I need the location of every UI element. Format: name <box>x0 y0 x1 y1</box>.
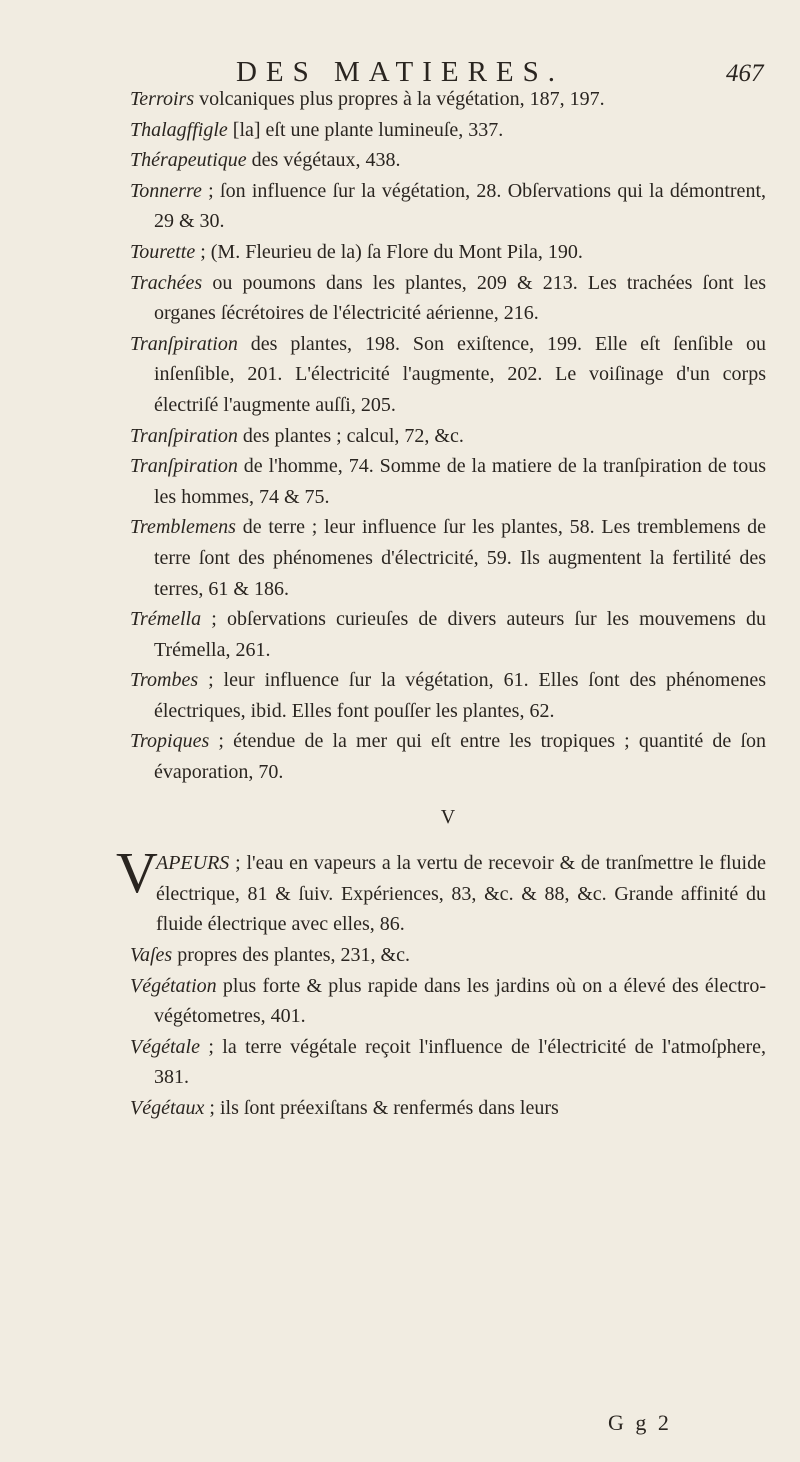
entry-text: des végétaux, 438. <box>246 149 401 172</box>
entry-term: Vaſes <box>130 944 173 967</box>
entry-text: ; ils ſont préexiſtans & renfermés dans leurs <box>204 1097 559 1119</box>
entry-text: ; ſon influence ſur la végétation, 28. Obſervations qui la démontrent, 29 & 30. <box>154 179 766 233</box>
entry-term: Tropiques <box>130 730 210 753</box>
entry-term: Tranſpiration <box>130 332 238 355</box>
entry-text: ; la terre végétale reçoit l'influence de l'électricité de l'atmoſphere, 381. <box>154 1035 766 1089</box>
entry-term: Végétale <box>130 1035 200 1058</box>
index-entry <box>130 1032 766 1093</box>
index-entry <box>130 604 766 665</box>
entry-term: Tremblemens <box>130 516 236 539</box>
index-entry <box>130 665 766 726</box>
index-entry <box>130 512 766 604</box>
signature-mark: G g 2 <box>608 1410 672 1435</box>
index-entry <box>130 115 766 146</box>
entry-term: Trachées <box>130 271 203 294</box>
entry-text: ; l'eau en vapeurs a la vertu de recevoir & de tranſmettre le fluide électrique, 81 & ſuiv. Expériences, 83, &c. & 88, &c. Grande affinité du fluide électrique avec elles, 86. <box>156 852 766 936</box>
entry-term: Trémella <box>130 608 202 631</box>
entry-text: ; obſervations curieuſes de divers auteurs ſur les mouvemens du Trémella, 261. <box>154 608 766 661</box>
entry-term: Tranſpiration <box>130 424 238 447</box>
entry-text: de terre ; leur influence ſur les plantes, 58. Les tremblemens de terre ſont des phénomenes d'électricité, 59. Ils augmentent la fertilité des terres, 61 & 186. <box>154 516 766 600</box>
entry-term: Tourette <box>130 240 196 263</box>
entries-t <box>130 84 766 788</box>
index-entry <box>130 971 766 1032</box>
section-letter: V <box>440 805 456 828</box>
index-entry <box>130 237 766 268</box>
index-entry <box>130 726 766 787</box>
entry-text: ou poumons dans les plantes, 209 & 213. Les trachées ſont les organes ſécrétoires de l'électricité aérienne, 216. <box>154 271 766 325</box>
entry-term: Tonnerre <box>130 179 202 202</box>
entry-text: ; leur influence ſur la végétation, 61. Elles ſont des phénomenes électriques, ibid. Elles font pouſſer les plantes, 62. <box>154 669 766 722</box>
entry-term: APEURS <box>156 852 230 875</box>
index-entry <box>130 940 766 971</box>
index-entry <box>130 268 766 329</box>
entry-term: Végétation <box>130 974 217 997</box>
index-entry <box>130 176 766 237</box>
entry-term: Terroirs <box>130 88 195 110</box>
entry-term: Trombes <box>130 669 199 692</box>
running-title: DES MATIERES. <box>235 56 565 88</box>
index-entry <box>130 84 766 115</box>
drop-cap: V <box>116 840 158 906</box>
entry-term: Thalagffigle <box>130 118 228 141</box>
index-entry <box>130 421 766 452</box>
entry-text: volcaniques plus propres à la végétation, 187, 197. <box>194 88 605 110</box>
index-entry <box>130 451 766 512</box>
index-entry <box>130 329 766 421</box>
entry-term: Tranſpiration <box>130 455 238 478</box>
entry-text: [la] eſt une plante lumineuſe, 337. <box>227 118 504 141</box>
index-entry <box>130 1093 766 1124</box>
page-number: 467 <box>726 60 764 87</box>
entry-text: des plantes, 198. Son exiſtence, 199. Elle eſt ſenſible ou inſenſible, 201. L'électricité l'augmente, 202. Le voiſinage d'un corps électriſé l'augmente auſſi, 205. <box>154 332 766 416</box>
index-entry-vapeurs <box>116 840 766 940</box>
entry-text: ; (M. Fleurieu de la) ſa Flore du Mont Pila, 190. <box>195 240 583 263</box>
entry-text: de l'homme, 74. Somme de la matiere de la tranſpiration de tous les hommes, 74 & 75. <box>154 455 766 508</box>
index-column <box>116 84 766 1124</box>
entry-term: Thérapeutique <box>130 149 247 172</box>
entry-term: Végétaux <box>130 1097 205 1119</box>
entry-text: ; étendue de la mer qui eſt entre les tropiques ; quantité de ſon évaporation, 70. <box>154 730 766 784</box>
entry-text: des plantes ; calcul, 72, &c. <box>237 424 464 447</box>
index-entry <box>130 145 766 176</box>
entry-text: plus forte & plus rapide dans les jardins où on a élevé des électro-végétometres, 401. <box>154 974 766 1028</box>
entry-text: propres des plantes, 231, &c. <box>172 944 410 967</box>
entries-v <box>130 940 766 1124</box>
